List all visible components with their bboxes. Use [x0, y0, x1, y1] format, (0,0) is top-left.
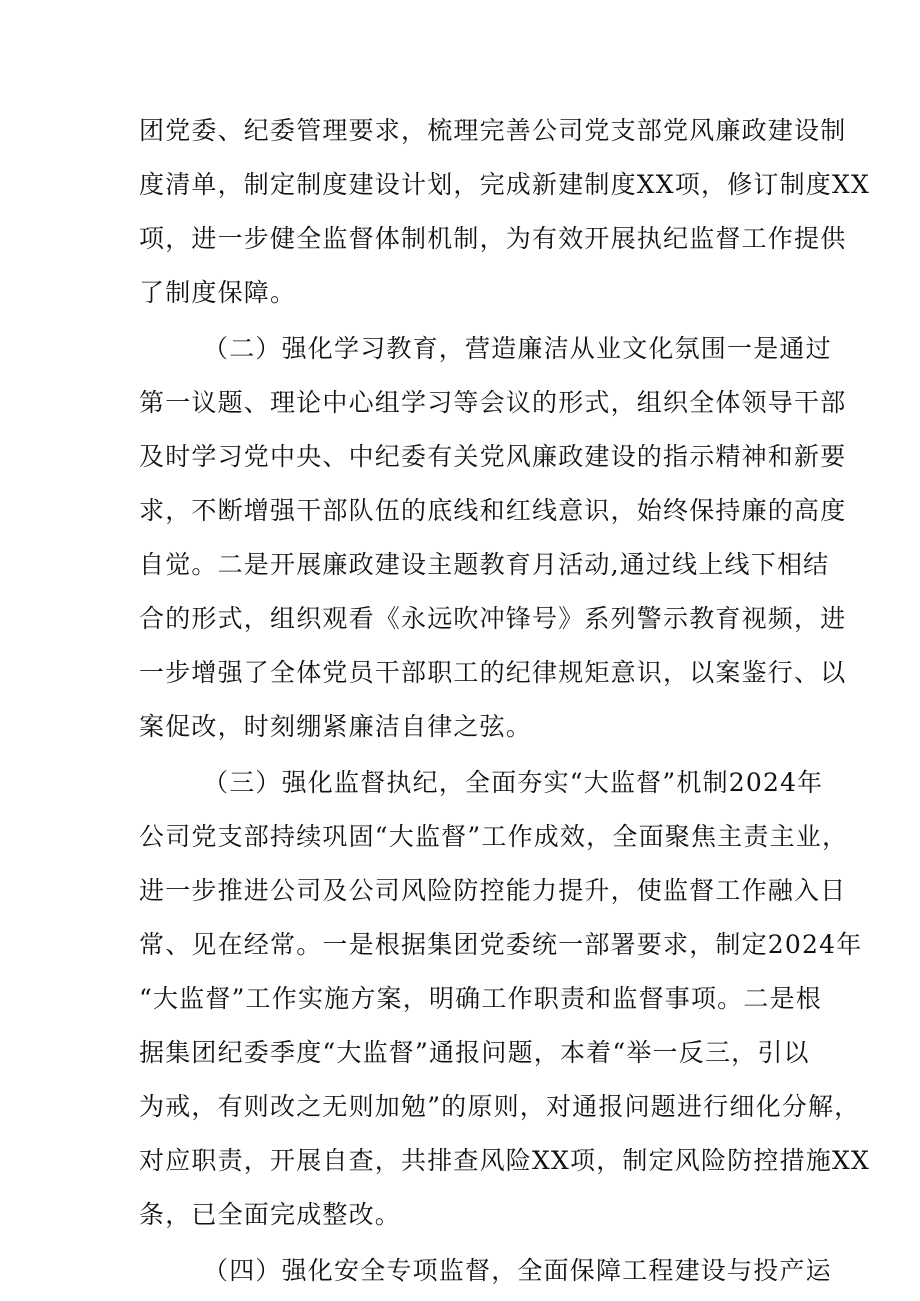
- paragraph-3-line-6: 据集团纪委季度“大监督”通报问题，本着“举一反三，引以: [139, 1038, 810, 1067]
- paragraph-3-line-4: 常、见在经常。一是根据集团党委统一部署要求，制定2024年: [139, 930, 863, 959]
- paragraph-2-line-7: 一步增强了全体党员干部职工的纪律规矩意识，以案鉴行、以: [139, 658, 847, 687]
- paragraph-1-line-4: 了制度保障。: [139, 278, 297, 307]
- paragraph-2-line-2: 第一议题、理论中心组学习等会议的形式，组织全体领导干部: [139, 388, 847, 417]
- paragraph-3-line-5: “大监督”工作实施方案，明确工作职责和监督事项。二是根: [139, 984, 822, 1013]
- document-body: [139, 104, 870, 1298]
- paragraph-3-line-2: 公司党支部持续巩固“大监督”工作成效，全面聚焦主责主业，: [139, 822, 849, 851]
- paragraph-3-line-8: 对应职责，开展自查，共排查风险XX项，制定风险防控措施XX: [139, 1146, 870, 1175]
- paragraph-4-line-1: （四）强化安全专项监督，全面保障工程建设与投产运: [203, 1256, 832, 1285]
- paragraph-2-line-8: 案促改，时刻绷紧廉洁自律之弦。: [139, 712, 533, 741]
- paragraph-3-line-1: （三）强化监督执纪，全面夯实“大监督”机制2024年: [203, 768, 824, 797]
- paragraph-3-line-9: 条，已全面完成整改。: [139, 1200, 402, 1229]
- paragraph-1-line-2: 度清单，制定制度建设计划，完成新建制度XX项，修订制度XX: [139, 170, 870, 199]
- paragraph-2-line-6: 合的形式，组织观看《永远吹冲锋号》系列警示教育视频，进: [139, 604, 847, 633]
- paragraph-1-line-1: 团党委、纪委管理要求，梳理完善公司党支部党风廉政建设制: [139, 116, 847, 145]
- paragraph-2-line-5: 自觉。二是开展廉政建设主题教育月活动,通过线上线下相结: [139, 550, 830, 579]
- paragraph-2-line-3: 及时学习党中央、中纪委有关党风廉政建设的指示精神和新要: [139, 442, 847, 471]
- paragraph-2-line-1: （二）强化学习教育，营造廉洁从业文化氛围一是通过: [203, 334, 832, 363]
- paragraph-3-line-7: 为戒，有则改之无则加勉”的原则，对通报问题进行细化分解，: [139, 1092, 861, 1121]
- paragraph-2-line-4: 求，不断增强干部队伍的底线和红线意识，始终保持廉的高度: [139, 496, 847, 525]
- paragraph-1-line-3: 项，进一步健全监督体制机制，为有效开展执纪监督工作提供: [139, 224, 847, 253]
- paragraph-3-line-3: 进一步推进公司及公司风险防控能力提升，使监督工作融入日: [139, 876, 847, 905]
